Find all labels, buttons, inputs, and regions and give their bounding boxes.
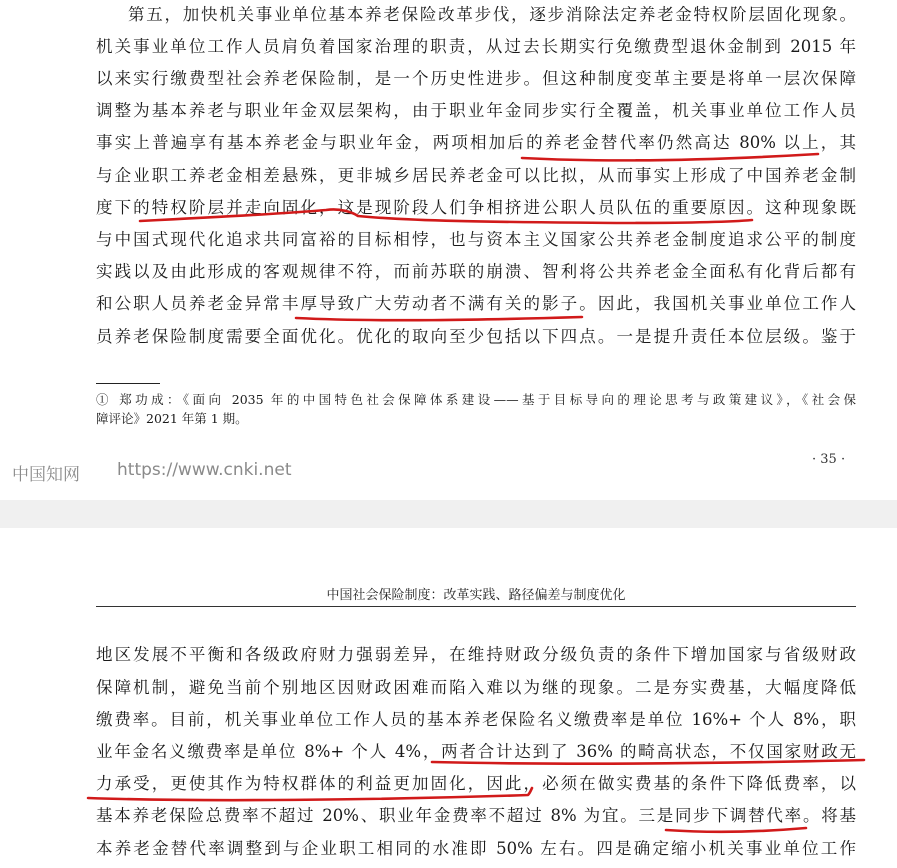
paragraph-line: 地区发展不平衡和各级政府财力强弱差异，在维持财政分级负责的条件下增加国家与省级财政 bbox=[96, 645, 856, 664]
paragraph-line: 与企业职工养老金相差悬殊，更非城乡居民养老金可以比拟，从而事实上形成了中国养老金制 bbox=[96, 166, 856, 185]
paragraph-line: 基本养老保险总费率不超过 20%、职业年金费率不超过 8% 为宜。三是同步下调替代率。将基 bbox=[96, 806, 856, 825]
paragraph-line: 和公职人员养老金异常丰厚导致广大劳动者不满有关的影子。因此，我国机关事业单位工作人 bbox=[96, 294, 856, 313]
paragraph-line: 以来实行缴费型社会养老保险制，是一个历史性进步。但这种制度变革主要是将单一层次保障 bbox=[96, 69, 856, 88]
paragraph-line: 业年金名义缴费率是单位 8%+ 个人 4%，两者合计达到了 36% 的畸高状态，不仅国家财政无 bbox=[96, 742, 856, 761]
header-divider bbox=[96, 606, 856, 607]
document-page-36 bbox=[0, 528, 897, 868]
paragraph-line: 力承受，更使其作为特权群体的利益更加固化，因此，必须在做实费基的条件下降低费率，以 bbox=[96, 774, 856, 793]
paragraph-line: 与中国式现代化追求共同富裕的目标相悖，也与资本主义国家公共养老金制度追求公平的制度 bbox=[96, 230, 856, 249]
running-header: 中国社会保险制度：改革实践、路径偏差与制度优化 bbox=[326, 588, 626, 603]
footnote-line: 障评论》2021 年第 1 期。 bbox=[96, 411, 248, 426]
paragraph-line: 保障机制，避免当前个别地区因财政困难而陷入难以为继的现象。二是夯实费基，大幅度降低 bbox=[96, 678, 856, 697]
paragraph-line: 本养老金替代率调整到与企业职工相同的水准即 50% 左右。四是确定缩小机关事业单位工作 bbox=[96, 839, 856, 858]
paragraph-line: 缴费率。目前，机关事业单位工作人员的基本养老保险名义缴费率是单位 16%+ 个人 8%，职 bbox=[96, 710, 856, 729]
cnki-logo: 中国知网 bbox=[12, 465, 80, 485]
footnote-divider bbox=[96, 383, 160, 384]
paragraph-line: 机关事业单位工作人员肩负着国家治理的职责，从过去长期实行免缴费型退休金制到 2015 年 bbox=[96, 37, 856, 56]
paragraph-line: 第五，加快机关事业单位基本养老保险改革步伐，逐步消除法定养老金特权阶层固化现象。 bbox=[128, 5, 856, 24]
footnote-line: ① 郑功成：《面向 2035 年的中国特色社会保障体系建设——基于目标导向的理论思考与政策建议》，《社会保 bbox=[96, 392, 856, 407]
paragraph-line: 事实上普遍享有基本养老金与职业年金，两项相加后的养老金替代率仍然高达 80% 以上，其 bbox=[96, 133, 856, 152]
paragraph-line: 度下的特权阶层并走向固化，这是现阶段人们争相挤进公职人员队伍的重要原因。这种现象既 bbox=[96, 198, 856, 217]
paragraph-line: 员养老保险制度需要全面优化。优化的取向至少包括以下四点。一是提升责任本位层级。鉴于 bbox=[96, 327, 856, 346]
page-number: · 35 · bbox=[812, 452, 846, 467]
page-separator bbox=[0, 500, 897, 528]
paragraph-line: 实践以及由此形成的客观规律不符，而前苏联的崩溃、智利将公共养老金全面私有化背后都有 bbox=[96, 262, 856, 281]
cnki-url: https://www.cnki.net bbox=[117, 460, 292, 480]
paragraph-line: 调整为基本养老与职业年金双层架构，由于职业年金同步实行全覆盖，机关事业单位工作人员 bbox=[96, 101, 856, 120]
